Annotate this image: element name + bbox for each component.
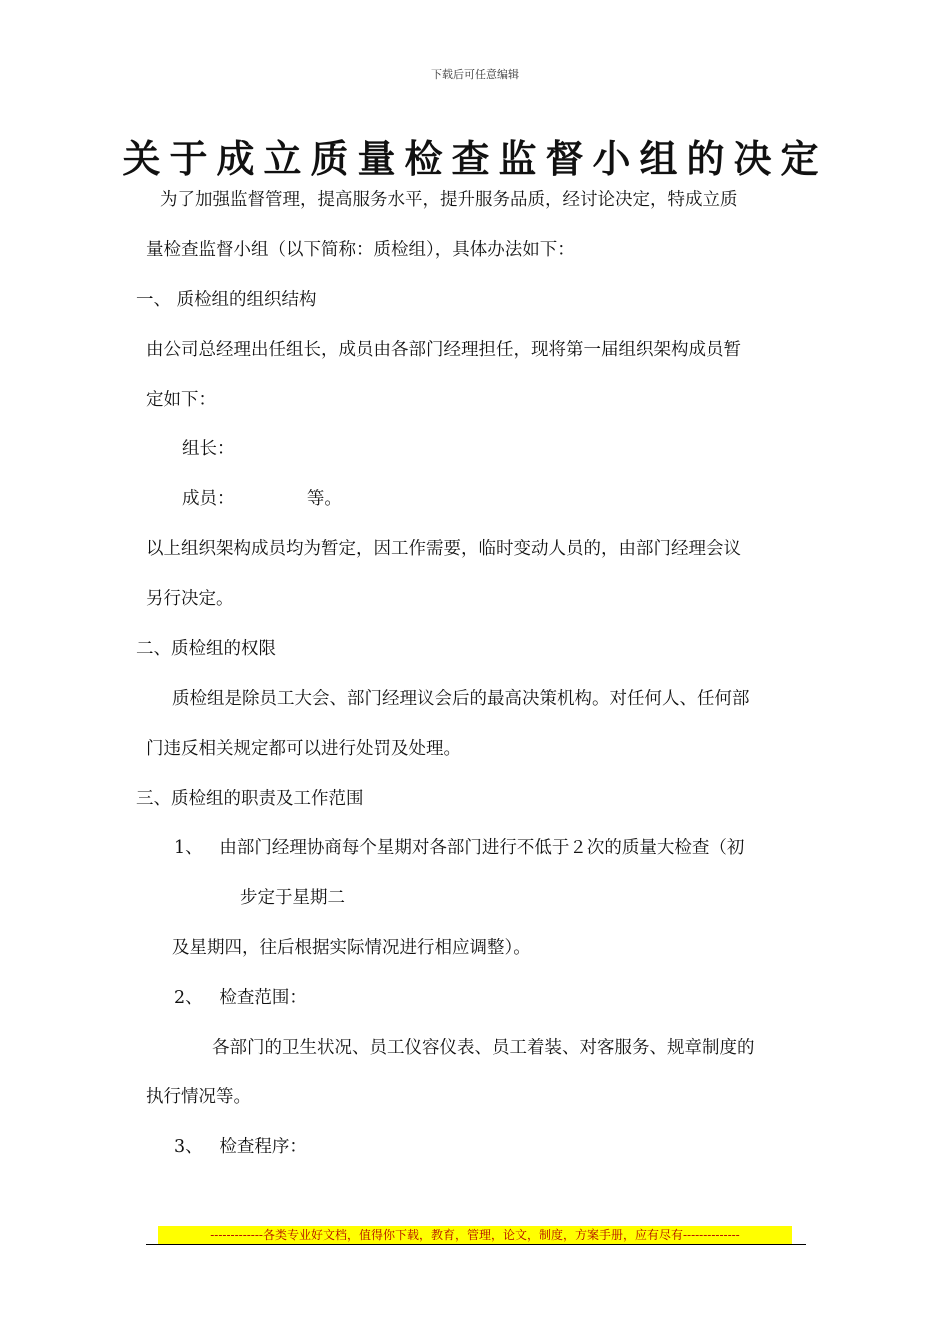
paragraph-structure-line-1: 由公司总经理出任组长，成员由各部门经理担任，现将第一届组织架构成员暂	[146, 340, 741, 360]
header-note: 下载后可任意编辑	[431, 68, 519, 81]
section-heading-2: 二、质检组的权限	[136, 639, 276, 659]
paragraph-structure-line-2: 定如下：	[146, 390, 216, 410]
item-1-line-1: 1、 由部门经理协商每个星期对各部门进行不低于２次的质量大检查（初	[174, 838, 745, 858]
leader-line: 组长：	[182, 439, 235, 459]
paragraph-temporary-line-2: 另行决定。	[146, 589, 234, 609]
footer-banner: -------------各类专业好文档，值得你下载，教育，管理，论文，制度，方案手册，应有尽有--------------	[158, 1226, 792, 1244]
paragraph-intro-line-2: 量检查监督小组（以下简称：质检组），具体办法如下：	[146, 240, 575, 260]
paragraph-authority-line-1: 质检组是除员工大会、部门经理议会后的最高决策机构。对任何人、任何部	[172, 689, 750, 709]
footer-divider	[146, 1244, 806, 1245]
section-heading-3: 三、质检组的职责及工作范围	[136, 789, 364, 809]
item-2-heading: 2、 检查范围：	[174, 988, 307, 1008]
section-heading-1: 一、 质检组的组织结构	[136, 290, 317, 310]
members-line: 成员： 等。	[182, 489, 342, 509]
item-1-line-3: 及星期四，往后根据实际情况进行相应调整）。	[172, 938, 531, 958]
document-title: 关于成立质量检查监督小组的决定	[122, 136, 828, 181]
item-3-heading: 3、 检查程序：	[174, 1137, 307, 1157]
item-1-line-2: 步定于星期二	[240, 888, 345, 908]
paragraph-temporary-line-1: 以上组织架构成员均为暂定，因工作需要，临时变动人员的，由部门经理会议	[146, 539, 741, 559]
item-2-line-1: 各部门的卫生状况、员工仪容仪表、员工着装、对客服务、规章制度的	[212, 1038, 755, 1058]
paragraph-intro-line-1: 为了加强监督管理，提高服务水平，提升服务品质，经讨论决定，特成立质	[160, 190, 738, 210]
paragraph-authority-line-2: 门违反相关规定都可以进行处罚及处理。	[146, 739, 461, 759]
item-2-line-2: 执行情况等。	[146, 1087, 251, 1107]
